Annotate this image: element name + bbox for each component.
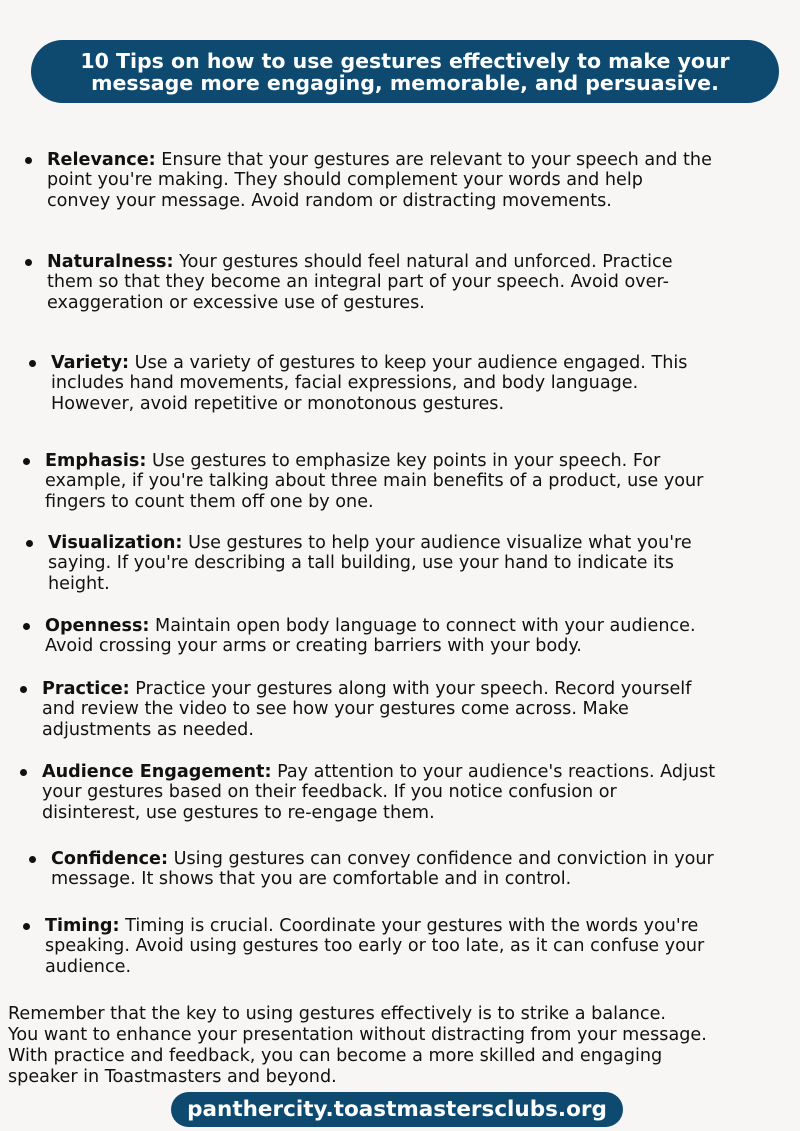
tip-line: example, if you're talking about three main benefits of a product, use your: [45, 471, 704, 492]
tip-line: Timing: Timing is crucial. Coordinate your gestures with the words you're: [45, 916, 699, 936]
tip-line: point you're making. They should complement your words and help: [47, 170, 643, 191]
bullet-icon: [23, 623, 30, 630]
tip-line: Audience Engagement: Pay attention to your audience's reactions. Adjust: [42, 762, 716, 782]
website-url-banner: [171, 1092, 623, 1127]
tip-variety: [51, 353, 687, 414]
tip-line: your gestures based on their feedback. If you notice confusion or: [42, 782, 617, 803]
website-url: panthercity.toastmastersclubs.org: [187, 1097, 607, 1122]
bullet-icon: [29, 360, 36, 367]
tip-timing: [45, 916, 704, 977]
tip-line: Visualization: Use gestures to help your audience visualize what you're: [48, 533, 692, 553]
tip-line: Avoid crossing your arms or creating barriers with your body.: [45, 636, 582, 657]
tip-line: exaggeration or excessive use of gestures.: [47, 292, 425, 313]
tip-line: Practice: Practice your gestures along with your speech. Record yourself: [42, 679, 692, 699]
tip-naturalness: [47, 252, 673, 313]
tip-line: convey your message. Avoid random or distracting movements.: [47, 190, 612, 211]
tip-practice: [42, 679, 691, 740]
tip-term: Naturalness:: [47, 252, 174, 272]
tip-line: and review the video to see how your gestures come across. Make: [42, 699, 629, 720]
tip-emphasis: [45, 451, 703, 512]
tip-line: Naturalness: Your gestures should feel natural and unforced. Practice: [47, 252, 673, 272]
tip-openness: [45, 616, 696, 657]
bullet-icon: [23, 458, 30, 465]
tip-term: Emphasis:: [45, 451, 147, 471]
tip-line: saying. If you're describing a tall building, use your hand to indicate its: [48, 553, 674, 574]
tip-term: Relevance:: [47, 150, 156, 170]
bullet-icon: [29, 856, 36, 863]
bullet-icon: [26, 540, 33, 547]
tip-term: Audience Engagement:: [42, 762, 272, 782]
closing-line: Remember that the key to using gestures effectively is to strike a balance.: [8, 1004, 667, 1024]
title-banner: [31, 40, 779, 103]
title-line-2: message more engaging, memorable, and persuasive.: [91, 70, 719, 95]
bullet-icon: [25, 157, 32, 164]
tip-line: Confidence: Using gestures can convey confidence and conviction in your: [51, 849, 714, 869]
tip-audience-engagement: [42, 762, 715, 823]
closing-line: With practice and feedback, you can become a more skilled and engaging: [8, 1046, 663, 1066]
tip-line: Variety: Use a variety of gestures to keep your audience engaged. This: [51, 353, 688, 373]
closing-paragraph: [8, 1004, 707, 1088]
bullet-icon: [25, 259, 32, 266]
tip-confidence: [51, 849, 714, 890]
tip-term: Visualization:: [48, 533, 183, 553]
closing-line: speaker in Toastmasters and beyond.: [8, 1067, 337, 1087]
tip-term: Practice:: [42, 679, 130, 699]
tip-term: Variety:: [51, 353, 130, 373]
tip-line: Emphasis: Use gestures to emphasize key points in your speech. For: [45, 451, 661, 471]
tip-line: adjustments as needed.: [42, 719, 254, 740]
tip-term: Openness:: [45, 616, 150, 636]
tip-visualization: [48, 533, 692, 594]
tip-line: them so that they become an integral part of your speech. Avoid over-: [47, 272, 669, 293]
tip-relevance: [47, 150, 712, 211]
tip-line: message. It shows that you are comfortable and in control.: [51, 869, 572, 890]
tip-line: height.: [48, 573, 110, 594]
title-line-1: 10 Tips on how to use gestures effectively to make your: [80, 48, 730, 73]
tip-line: However, avoid repetitive or monotonous gestures.: [51, 393, 505, 414]
tip-line: Openness: Maintain open body language to connect with your audience.: [45, 616, 696, 636]
tip-line: disinterest, use gestures to re-engage them.: [42, 802, 435, 823]
tip-line: speaking. Avoid using gestures too early or too late, as it can confuse your: [45, 936, 705, 957]
tip-line: includes hand movements, facial expressions, and body language.: [51, 373, 639, 394]
tip-term: Confidence:: [51, 849, 169, 869]
tip-line: audience.: [45, 956, 132, 977]
bullet-icon: [20, 686, 27, 693]
bullet-icon: [23, 923, 30, 930]
closing-line: You want to enhance your presentation without distracting from your message.: [8, 1025, 707, 1045]
tip-line: fingers to count them off one by one.: [45, 491, 374, 512]
tip-line: Relevance: Ensure that your gestures are relevant to your speech and the: [47, 150, 712, 170]
bullet-icon: [20, 769, 27, 776]
tip-term: Timing:: [45, 916, 120, 936]
